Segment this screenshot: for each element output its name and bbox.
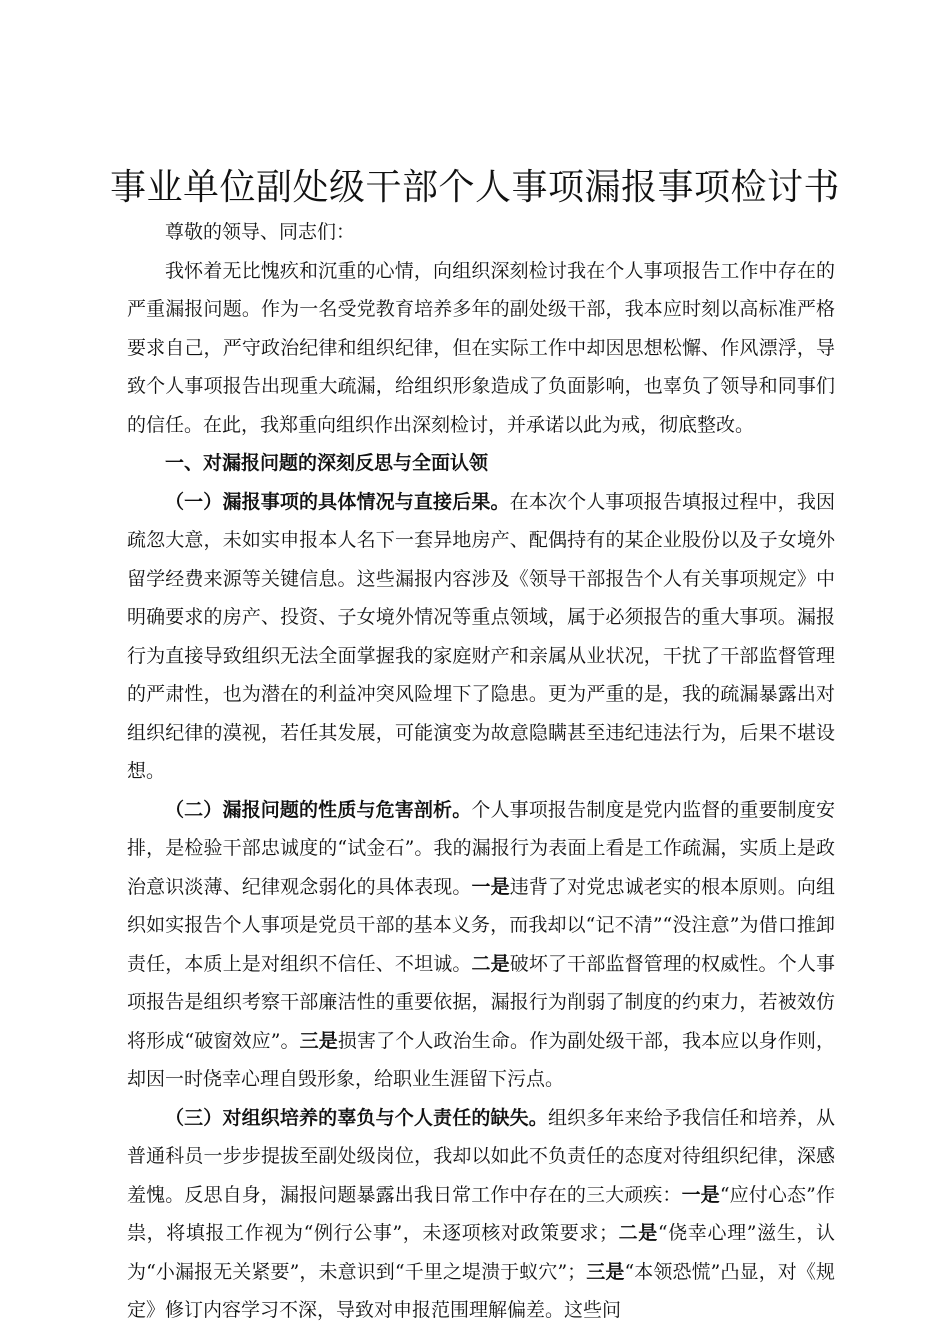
point-marker-2: 二是 xyxy=(471,952,510,975)
subsection-3-text-4: “本领恐慌”凸显，对《规定》修订内容学习不深，导致对申报范围理解偏差。这些问 xyxy=(127,1260,835,1321)
subsection-2-paragraph xyxy=(127,791,835,1099)
subsection-1-paragraph xyxy=(127,483,835,791)
document-title: 事业单位副处级干部个人事项漏报事项检讨书 xyxy=(109,167,840,208)
subsection-1-heading: （一）漏报事项的具体情况与直接后果。 xyxy=(165,490,510,513)
subsection-2-text-4: 损害了个人政治生命。作为副处级干部，我本应以身作则，却因一时侥幸心理自毁形象，给职业生涯留下污点。 xyxy=(127,1029,835,1090)
point-marker-3: 三是 xyxy=(586,1260,625,1283)
subsection-3-heading: （三）对组织培养的辜负与个人责任的缺失。 xyxy=(165,1106,548,1129)
subsection-3-text-1: 组织多年来给予我信任和培养，从普通科员一步步提拔至副处级岗位，我却以如此不负责任的态度对待组织纪律，深感羞愧。反思自身，漏报问题暴露出我日常工作中存在的三大顽疾： xyxy=(127,1106,835,1206)
subsection-3-text-3: “侥幸心理”滋生，认为“小漏报无关紧要”，未意识到“千里之堤溃于蚁穴”； xyxy=(127,1222,835,1283)
subsection-2-text-1: 个人事项报告制度是党内监督的重要制度安排，是检验干部忠诚度的“试金石”。我的漏报行为表面上看是工作疏漏，实质上是政治意识淡薄、纪律观念弱化的具体表现。 xyxy=(127,798,835,898)
point-marker-3: 三是 xyxy=(299,1029,338,1052)
subsection-3-paragraph xyxy=(127,1099,835,1330)
point-marker-2: 二是 xyxy=(618,1222,658,1244)
subsection-2-text-2: 违背了对党忠诚老实的根本原则。向组织如实报告个人事项是党员干部的基本义务，而我却以“记不清”“没注意”为借口推卸责任，本质上是对组织不信任、不坦诚。 xyxy=(127,875,835,975)
point-marker-1: 一是 xyxy=(681,1183,720,1206)
point-marker-1: 一是 xyxy=(471,875,510,898)
subsection-1-text: 在本次个人事项报告填报过程中，我因疏忽大意，未如实申报本人名下一套异地房产、配偶持有的某企业股份以及子女境外留学经费来源等关键信息。这些漏报内容涉及《领导干部报告个人有关事项规定》中明确要求的房产、投资、子女境外情况等重点领域，属于必须报告的重大事项。漏报行为直接导致组织无法全面掌握我的家庭财产和亲属从业状况，干扰了干部监督管理的严肃性，也为潜在的利益冲突风险埋下了隐患。更为严重的是，我的疏漏暴露出对组织纪律的漠视，若任其发展，可能演变为故意隐瞒甚至违纪违法行为，后果不堪设想。 xyxy=(127,490,835,782)
intro-paragraph: 我怀着无比愧疚和沉重的心情，向组织深刻检讨我在个人事项报告工作中存在的严重漏报问题。作为一名受党教育培养多年的副处级干部，我本应时刻以高标准严格要求自己，严守政治纪律和组织纪律，但在实际工作中却因思想松懈、作风漂浮，导致个人事项报告出现重大疏漏，给组织形象造成了负面影响，也辜负了领导和同事们的信任。在此，我郑重向组织作出深刻检讨，并承诺以此为戒，彻底整改。 xyxy=(127,259,835,436)
salutation: 尊敬的领导、同志们： xyxy=(165,221,356,243)
document-body xyxy=(127,213,835,1330)
subsection-2-heading: （二）漏报问题的性质与危害剖析。 xyxy=(165,798,472,821)
subsection-2-text-3: 破坏了干部监督管理的权威性。个人事项报告是组织考察干部廉洁性的重要依据，漏报行为削弱了制度的约束力，若被效仿将形成“破窗效应”。 xyxy=(127,952,835,1052)
section-heading: 一、对漏报问题的深刻反思与全面认领 xyxy=(165,452,489,474)
subsection-3-text-2: “应付心态”作祟，将填报工作视为“例行公事”，未逐项核对政策要求； xyxy=(127,1183,835,1244)
